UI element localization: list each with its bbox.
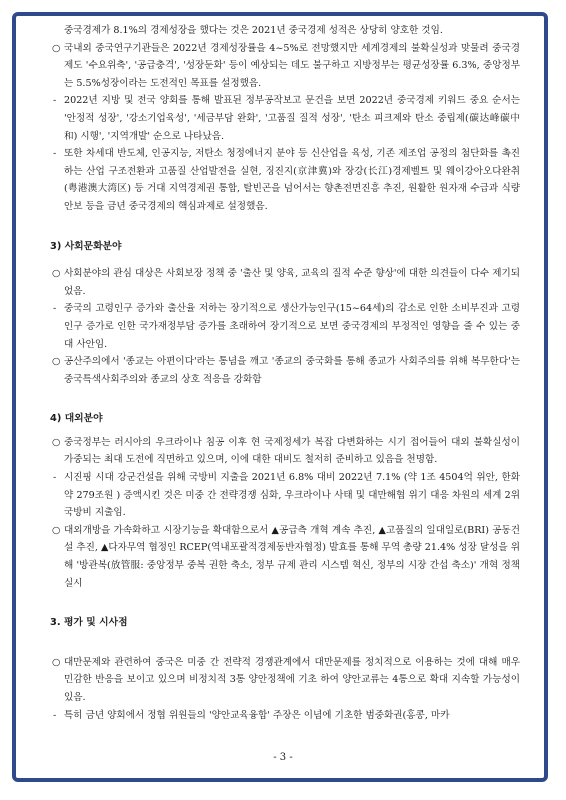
circle-bullet-icon: ○ (52, 268, 61, 280)
section-heading-foreign: 4) 대외분야 (50, 413, 103, 425)
list-item-text: 국내외 중국연구기관들은 2022년 경제성장률을 4~5%로 전망했지만 세계경제의 불확실성과 맞물려 중국경제도 '수요위축', '공급충격', '성장둔화' 등이 예상되는 데도 불구하고 지방정부는 평균성장률 6.3%, 중앙정부는 5.5%성장이라는 도전적인 목표를 설정했음. (64, 42, 520, 89)
list-item-text: 중국의 고령인구 증가와 출산율 저하는 장기적으로 생산가능인구(15~64세)의 감소로 인한 소비부진과 고령인구 증가로 인한 국가재정부담 증가를 초래하여 장기적으로 보면 중국경제의 부정적인 영향을 줄 수 있는 중대 사안임. (64, 303, 520, 350)
circle-bullet-icon: ○ (52, 356, 61, 368)
section-heading-social: 3) 사회문화분야 (50, 240, 122, 252)
list-item (50, 707, 520, 725)
list-item (50, 40, 520, 93)
circle-bullet-icon: ○ (52, 524, 61, 536)
list-item-text: 대만문제와 관련하여 중국은 미중 간 전략적 경쟁관계에서 대만문제를 정치적으로 이용하는 것에 대해 매우 민감한 반응을 보이고 있으며 비정치적 3통 양안정책에 기초 하여 양안교류는 4통으로 확대 지속할 가능성이 있음. (64, 656, 520, 703)
page-number: - 3 - (273, 752, 293, 763)
list-item (50, 434, 520, 469)
list-item (50, 469, 520, 522)
list-item (50, 300, 520, 353)
list-item (50, 145, 520, 215)
circle-bullet-icon: ○ (52, 436, 61, 448)
list-item (50, 353, 520, 388)
dash-bullet: - (53, 709, 57, 721)
dash-bullet: - (53, 148, 57, 160)
list-item-text: 공산주의에서 '종교는 아편이다'라는 통념을 깨고 '종교의 중국화를 통해 종교가 사회주의를 위해 복무한다'는 중국특색사회주의와 종교의 상호 적응을 강화함 (64, 356, 520, 385)
list-item (50, 522, 520, 592)
paragraph-top: 중국경제가 8.1%의 경제성장을 했다는 것은 2021년 중국경제 성적은 상당히 양호한 것임. (64, 25, 443, 36)
list-item (50, 654, 520, 707)
list-item (50, 265, 520, 300)
list-item-text: 대외개방을 가속화하고 시장기능을 확대함으로서 ▲공급측 개혁 계속 추진, ▲고품질의 일대일로(BRI) 공동건설 추진, ▲다자무역 협정인 RCEP(역내포괄적경제동반자협정) 발효를 통해 무역 총량 21.4% 성장 달성을 위해 '방관복(放管服: 중앙정부 중복 권한 축소, 정부 규제 관리 시스템 혁신, 정부의 시장 간섭 축소)' 개혁 정책 실시 (64, 524, 520, 589)
list-item-text: 특히 금년 양회에서 정협 위원들의 '양안교육융합' 주장은 이념에 기초한 범중화권(홍콩, 마카 (64, 709, 450, 721)
list-item-text: 사회분야의 관심 대상은 사회보장 정책 중 '출산 및 양육, 교육의 질적 수준 향상'에 대한 의견들이 다수 제기되었음. (64, 268, 520, 297)
circle-bullet-icon: ○ (52, 42, 61, 54)
list-item (50, 92, 520, 145)
circle-bullet-icon: ○ (52, 656, 61, 668)
section-heading-evaluation: 3. 평가 및 시사점 (50, 617, 128, 629)
dash-bullet: - (53, 472, 57, 484)
list-item-text: 중국정부는 러시아의 우크라이나 침공 이후 현 국제정세가 복잡 다변화하는 시기 접어들어 대외 불확실성이 가중되는 최대 도전에 직면하고 있으며, 이에 대한 대비도 철저히 준비하고 있음을 천명함. (64, 436, 520, 466)
list-item-text: 또한 차세대 반도체, 인공지능, 저탄소 청정에너지 분야 등 신산업을 육성, 기존 제조업 공정의 첨단화를 촉진하는 산업 구조전환과 고품질 산업발전을 실현, 징진지(京津冀)와 장강(长江)경제벨트 및 웨이강아오다완취(粤港澳大湾区) 등 거대 지역경제권 통합, 탈빈곤을 넘어서는 향촌전면진흥 추진, 원활한 원자재 수급과 식량안보 등을 금년 중국경제의 핵심과제로 설정했음. (64, 148, 520, 212)
list-item-text: 시진핑 시대 강군건설을 위해 국방비 지출을 2021년 6.8% 대비 2022년 7.1% (약 1조 4504억 위안, 한화 약 279조원 ) 증액시킨 것은 미중 간 전략경쟁 심화, 우크라이나 사태 및 대만해협 위기 대응 차원의 세계 2위 국방비 지출임. (64, 472, 520, 519)
list-item-text: 2022년 지방 및 전국 양회를 통해 발표된 정부공작보고 문건을 보면 2022년 중국경제 키워드 중요 순서는 '안정적 성장', '강소기업육성', '세금부담 완화', '고품질 질적 성장', '탄소 피크제와 탄소 중립제(碳达峰碳中和) 시행', '지역개발' 순으로 나타났음. (64, 95, 520, 142)
document-body (50, 22, 520, 724)
dash-bullet: - (53, 95, 57, 107)
dash-bullet: - (53, 303, 57, 315)
